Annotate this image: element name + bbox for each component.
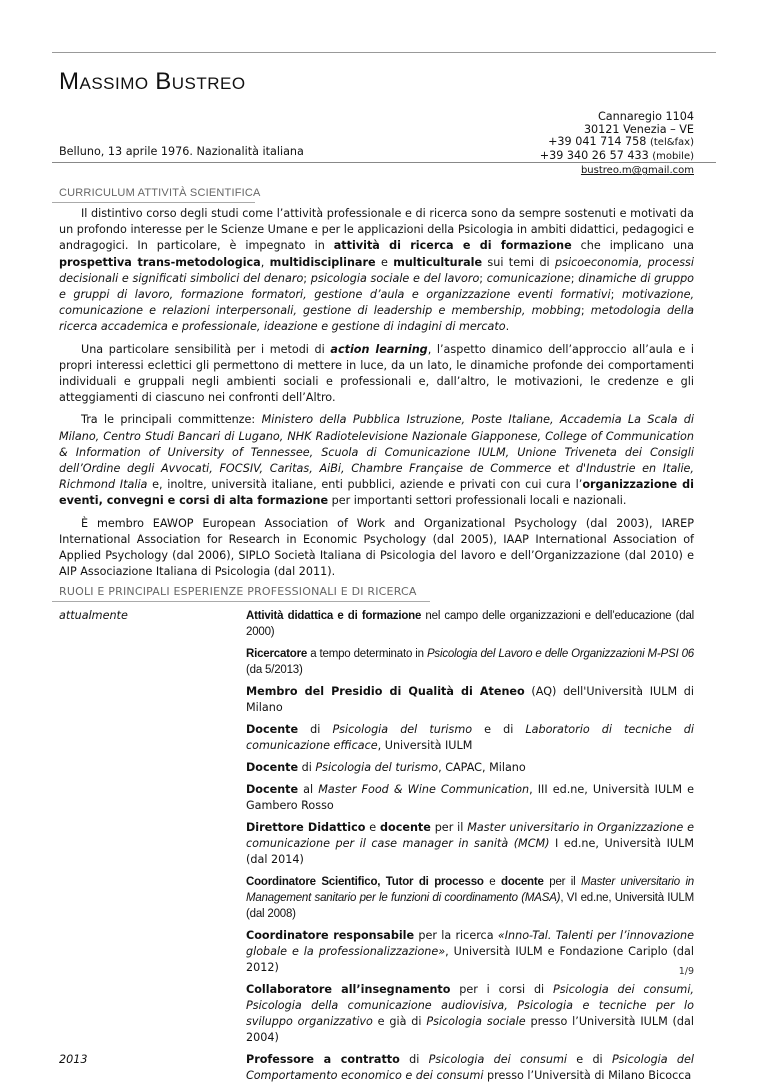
bold-run: Professore a contratto [246, 1053, 400, 1066]
bold-run: Coordinatore responsabile [246, 929, 415, 942]
name-last-initial: B [155, 68, 172, 95]
role-period [59, 874, 246, 922]
italic-run: «Inno-Tal. Talenti per l’innovazione globale e la professionalizzazione» [246, 929, 695, 958]
curriculum-paragraph-2 [59, 342, 694, 407]
role-row [59, 874, 694, 922]
text-run: , l’aspetto dinamico dell’approccio all’aula e i propri interessi eclettici gli permettono di mettere in luce, da un lato, le dinamiche profonde dei comportamenti individuali e gruppali negli ambienti sociali e professionali e, dall’altro, le motivazioni, le credenze e gli atteggiamenti di ciascuno nei confronti dell’Altro. [59, 342, 695, 405]
role-row [59, 608, 694, 640]
role-row [59, 982, 694, 1046]
roles-list [59, 608, 694, 1090]
role-row [59, 1052, 694, 1084]
text-run: e, inoltre, università italiane, enti pubblici, aziende e privati con cui cura l’ [147, 478, 583, 492]
bold-run: Collaboratore all’insegnamento [246, 983, 451, 996]
text-run: I ed.ne, Università IULM (dal 2014) [246, 837, 695, 866]
text-run: , Università IULM [377, 739, 473, 752]
role-row [59, 684, 694, 716]
italic-run: dinamiche di gruppo e gruppi di lavoro, formazione formatori, gestione d’aula e organizzazione eventi formativi [59, 271, 695, 302]
section-title-roles: RUOLI E PRINCIPALI ESPERIENZE PROFESSIONALI E DI RICERCA [59, 585, 417, 598]
text-run: presso l’Università IULM (dal 2004) [246, 1015, 694, 1044]
text-run: e [365, 821, 381, 834]
italic-run: comunicazione [486, 271, 571, 285]
italic-run: psicoeconomia, processi decisionali e significati simbolici del denaro [59, 255, 694, 285]
role-period [59, 820, 246, 868]
text-run: per importanti settori professionali locali e nazionali. [328, 494, 627, 508]
italic-run: Master Food & Wine Communication [318, 783, 530, 796]
name-first-initial: M [59, 68, 80, 95]
text-run: (AQ) dell'Università IULM di Milano [246, 685, 695, 714]
italic-run: Psicologia del Comportamento economico e dei consumi [246, 1053, 695, 1082]
role-period: attualmente [59, 609, 128, 622]
bold-run: Coordinatore Scientifico, Tutor di processo [246, 876, 484, 888]
italic-run: Master universitario in Management sanitario per le funzioni di coordinamento (MASA) [246, 876, 695, 904]
birth-info: Belluno, 13 aprile 1976. Nazionalità italiana [59, 145, 304, 158]
role-description [246, 1052, 694, 1084]
role-description [246, 608, 694, 640]
address-line-1: Cannaregio 1104 [597, 110, 694, 123]
contact-block [540, 111, 694, 178]
role-period [59, 982, 246, 1046]
phone-2: +39 340 26 57 433 [539, 148, 649, 162]
role-description [246, 760, 694, 776]
role-row [59, 722, 694, 754]
text-run: e già di [372, 1015, 427, 1028]
role-period: 2013 [59, 1053, 88, 1066]
italic-run: Psicologia del Lavoro e delle Organizzazioni M-PSI 06 [426, 648, 694, 660]
text-run: ; [303, 271, 311, 285]
text-run: , CAPAC, Milano [438, 761, 526, 774]
name-last-rest: USTREO [171, 74, 246, 93]
role-description [246, 684, 694, 716]
text-run: , VI ed.ne, Università IULM (dal 2008) [246, 892, 694, 920]
bold-run: attività di ricerca e di formazione [333, 239, 572, 253]
role-period [59, 782, 246, 814]
role-period [59, 760, 246, 776]
bold-run: multidisciplinare [269, 255, 376, 269]
text-run: Una particolare sensibilità per i metodi di [81, 342, 331, 356]
text-run: , [260, 255, 270, 269]
bold-run: Docente [246, 723, 299, 736]
role-description [246, 928, 694, 976]
name-first-rest: ASSIMO [79, 74, 149, 93]
text-run: , Università IULM e Fondazione Cariplo (dal 2012) [246, 945, 694, 974]
italic-run: Psicologia sociale [426, 1015, 526, 1028]
text-run: Il distintivo corso degli studi come l’attività professionale e di ricerca sono da sempre sostenuti e motivati da un profondo interesse per le Scienze Umane e per le applicazioni della Psicologia in ambiti didattici, pedagogici e andragogici. In particolare, è impegnato in [59, 207, 694, 253]
italic-run: Psicologia dei consumi [428, 1053, 567, 1066]
text-run: e di [567, 1053, 612, 1066]
page-number: 1/9 [678, 966, 694, 977]
italic-run: Psicologia del turismo [332, 723, 473, 736]
role-description [246, 874, 694, 922]
text-run: per il [430, 821, 468, 834]
italic-run: psicologia sociale e del lavoro [310, 271, 480, 285]
bold-run: Ricercatore [246, 648, 308, 660]
text-run: e [375, 255, 394, 269]
text-run: e di [472, 723, 526, 736]
person-name [59, 68, 246, 96]
bold-run: Membro del Presidio di Qualità di Ateneo [246, 685, 525, 698]
bold-run: action learning [330, 342, 428, 356]
bold-run: docente [501, 876, 544, 888]
curriculum-paragraph-1 [59, 206, 694, 336]
role-description [246, 646, 694, 678]
phone-1: +39 041 714 758 [548, 135, 647, 149]
role-row [59, 820, 694, 868]
italic-run: metodologia della ricerca accademica e professionale, ideazione e gestione di indagini di mercato [59, 304, 694, 334]
bold-run: Docente [246, 783, 299, 796]
role-description [246, 820, 694, 868]
role-period [59, 928, 246, 976]
text-run: ; [479, 271, 487, 285]
text-run: e [483, 876, 502, 888]
italic-run: Master universitario in Organizzazione e comunicazione per il case manager in sanità (MCM) [246, 821, 694, 850]
role-row [59, 646, 694, 678]
text-run: ; [570, 271, 579, 285]
section-rule-curriculum [52, 202, 255, 203]
role-row [59, 760, 694, 776]
text-run: È membro EAWOP European Association of Work and Organizational Psychology (dal 2003), IAREP International Association for Research in Economic Psychology (dal 2005), IAAP International Association of Applied Psychology (dal 2006), SIPLO Società Italiana di Psicologia del lavoro e dell’Organizzazione (dal 2010) e AIP Associazione Italiana di Psicologia (dal 2011). [59, 516, 694, 579]
bold-run: prospettiva trans-metodologica [59, 255, 261, 269]
text-run: presso l’Università di Milano Bicocca [483, 1069, 692, 1082]
text-run: nel campo delle organizzazioni e dell’educazione (dal 2000) [246, 610, 694, 638]
section-title-curriculum: CURRICULUM ATTIVITÀ SCIENTIFICA [59, 187, 261, 199]
italic-run: motivazione, comunicazione e relazioni interpersonali, gestione di leadership e membership, mobbing [59, 288, 695, 318]
role-period [59, 722, 246, 754]
text-run: per la ricerca [414, 929, 498, 942]
top-rule [52, 52, 716, 53]
text-run: , III ed.ne, Università IULM e Gambero Rosso [246, 783, 695, 812]
role-period [59, 684, 246, 716]
section-rule-roles [52, 601, 430, 602]
text-run: per i corsi di [450, 983, 553, 996]
role-row [59, 928, 694, 976]
curriculum-paragraph-3 [59, 412, 694, 509]
bold-run: Attività didattica e di formazione [246, 610, 422, 622]
text-run: sui temi di [482, 255, 556, 269]
text-run: . [505, 320, 510, 334]
italic-run: Laboratorio di tecniche di comunicazione efficace [246, 723, 695, 752]
italic-run: Psicologia dei consumi, Psicologia della comunicazione audiovisiva, Psicologia e tecniche per lo sviluppo organizzativo [246, 983, 694, 1028]
bold-run: Direttore Didattico [246, 821, 366, 834]
role-row [59, 782, 694, 814]
role-description [246, 782, 694, 814]
header-divider [52, 162, 716, 163]
text-run: al [298, 783, 319, 796]
text-run: ; [580, 304, 591, 318]
phone-1-note: (tel&fax) [649, 137, 694, 149]
curriculum-paragraph-4 [59, 516, 694, 581]
email-link[interactable]: bustreo.m@gmail.com [580, 165, 694, 177]
text-run: di [298, 723, 333, 736]
bold-run: organizzazione di eventi, convegni e corsi di alta formazione [59, 478, 694, 508]
role-description [246, 722, 694, 754]
bold-run: multiculturale [393, 255, 483, 269]
role-description [246, 982, 694, 1046]
text-run: ; [610, 288, 622, 302]
italic-run: Ministero della Pubblica Istruzione, Poste Italiane, Accademia La Scala di Milano, Centro Studi Bancari di Lugano, NHK Radiotelevisione Nazionale Giapponese, College of Communication & Information of University of Tennessee, Scuola di Comunicazione IULM, Unione Triveneta dei Consigli dell’Ordine degli Avvocati, FOCSIV, Caritas, AiBi, Chambre Française de Commerce et d'Industrie en Italie, Richmond Italia [59, 413, 694, 492]
address-line-2: 30121 Venezia – VE [583, 122, 694, 136]
italic-run: Psicologia del turismo [315, 761, 439, 774]
text-run: Tra le principali committenze: [81, 413, 262, 427]
text-run: a tempo determinato in [307, 648, 427, 660]
text-run: per il [543, 876, 582, 888]
curriculum-text [59, 206, 694, 586]
bold-run: docente [380, 821, 431, 834]
text-run: che implicano una [571, 239, 694, 253]
bold-run: Docente [246, 761, 299, 774]
text-run: di [399, 1053, 429, 1066]
role-period [59, 646, 246, 678]
text-run: di [298, 761, 316, 774]
text-run: (da 5/2013) [246, 664, 303, 676]
phone-line-1 [540, 136, 694, 150]
phone-2-note: (mobile) [652, 150, 694, 162]
